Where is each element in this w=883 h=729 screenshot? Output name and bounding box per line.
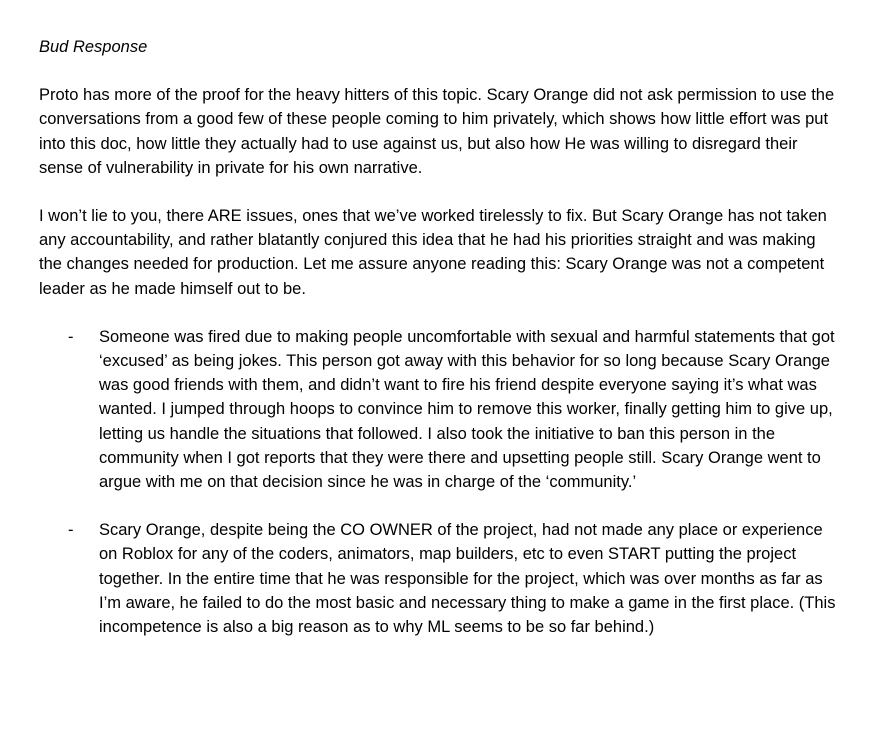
document-heading: Bud Response [39, 38, 148, 56]
bullet-dash-icon: - [68, 521, 74, 540]
bullet-dash-icon: - [68, 327, 74, 346]
bullet-item-co-owner [39, 518, 843, 639]
bullet-text: Someone was fired due to making people uncomfortable with sexual and harmful statements that got ‘excused’ as being jokes. This person got away with this behavior for so long because Scary Orange was good friends with them, and didn’t want to fire his friend despite everyone saying it’s what was wanted. I jumped through hoops to convince him to remove this worker, finally getting him to give up, letting us handle the situations that followed. I also took the initiative to ban this person in the community when I got reports that they were there and upsetting people still. Scary Orange went to argue with me on that decision since he was in charge of the ‘community.’ [99, 327, 835, 492]
bullet-text: Scary Orange, despite being the CO OWNER of the project, had not made any place or experience on Roblox for any of the coders, animators, map builders, etc to even START putting the project together. In the entire time that he was responsible for the project, which was over months as far as I’m aware, he failed to do the most basic and necessary thing to make a game in the first place. (This incompetence is also a big reason as to why ML seems to be so far behind.) [99, 521, 836, 637]
bullet-item-fired-worker [39, 325, 843, 494]
paragraph-issues: I won’t lie to you, there ARE issues, ones that we’ve worked tirelessly to fix. But Scary Orange has not taken any accountability, and rather blatantly conjured this idea that he had his priorities straight and was making the changes needed for production. Let me assure anyone reading this: Scary Orange was not a competent leader as he made himself out to be. [39, 207, 827, 298]
bullet-list [39, 325, 843, 639]
paragraph-proof: Proto has more of the proof for the heavy hitters of this topic. Scary Orange did not ask permission to use the conversations from a good few of these people coming to him privately, which shows how little effort was put into this doc, how little they actually had to use against us, but also how He was willing to disregard their sense of vulnerability in private for his own narrative. [39, 86, 835, 177]
